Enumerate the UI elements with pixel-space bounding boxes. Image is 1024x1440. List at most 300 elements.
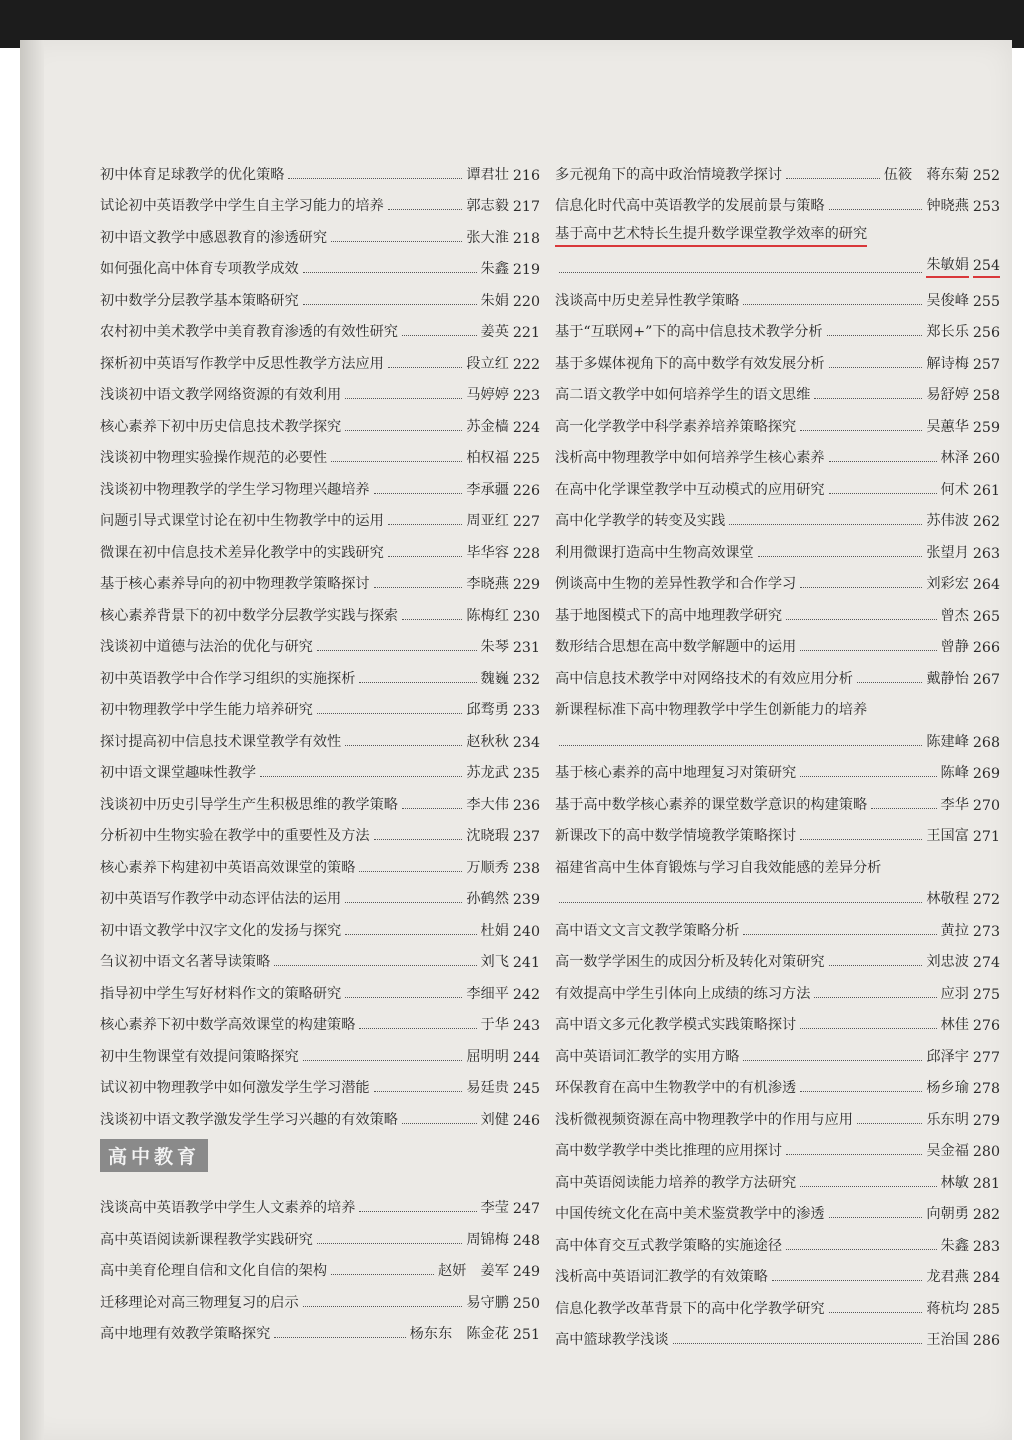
toc-entry — [100, 467, 540, 499]
toc-entry-title: 浅谈初中道德与法治的优化与研究 — [100, 639, 313, 655]
toc-entry-author: 张望月 — [926, 544, 969, 561]
toc-entry-author: 朱娟 — [480, 292, 509, 309]
toc-entry — [555, 436, 1000, 468]
leader-dots — [829, 965, 923, 966]
toc-entry — [100, 908, 540, 940]
toc-entry-author: 刘彩宏 — [926, 576, 969, 592]
leader-dots — [800, 1186, 936, 1187]
toc-entry — [555, 1318, 1000, 1350]
toc-entry-title: 指导初中学生写好材料作文的策略研究 — [100, 985, 342, 1002]
toc-entry — [555, 404, 1000, 436]
leader-dots — [829, 493, 937, 494]
toc-entry-title: 浅谈初中语文教学激发学生学习兴趣的有效策略 — [100, 1111, 398, 1128]
leader-dots — [331, 461, 462, 462]
toc-entry-page: 277 — [972, 1049, 1000, 1066]
toc-entry — [100, 593, 540, 625]
toc-entry-author: 何术 — [940, 481, 969, 498]
toc-entry-page: 274 — [972, 955, 1000, 971]
toc-entry — [100, 1066, 540, 1098]
leader-dots — [559, 272, 922, 273]
leader-dots — [359, 682, 476, 683]
toc-entry-page: 246 — [512, 1112, 540, 1129]
toc-entry — [100, 310, 540, 342]
toc-entry — [555, 215, 1000, 247]
toc-entry-title: 新课改下的高中数学情境教学策略探讨 — [555, 828, 797, 844]
toc-entry-author: 万顺秀 — [466, 859, 509, 876]
toc-entry-author: 吴俊峰 — [926, 292, 969, 309]
toc-entry-page: 279 — [972, 1112, 1000, 1129]
toc-entry — [100, 373, 540, 405]
toc-entry-author: 易舒婷 — [926, 387, 969, 403]
toc-entry-title: 试议初中物理教学中如何激发学生学习潜能 — [100, 1080, 370, 1096]
toc-entry-page: 260 — [972, 451, 1000, 467]
toc-entry-title: 浅析高中英语词汇教学的有效策略 — [555, 1269, 768, 1285]
toc-entry — [100, 184, 540, 216]
toc-entry-title: 初中语文教学中感恩教育的渗透研究 — [100, 229, 328, 246]
toc-entry — [555, 845, 1000, 877]
toc-entry-title: 问题引导式课堂讨论在初中生物教学中的运用 — [100, 513, 384, 529]
toc-entry — [555, 1066, 1000, 1098]
toc-entry-page: 237 — [512, 829, 540, 845]
leader-dots — [402, 619, 462, 620]
toc-entry-author: 伍筱 蒋东菊 — [883, 166, 969, 183]
toc-entry-author: 朱鑫 — [480, 261, 509, 277]
toc-entry-author: 朱敏娟 — [926, 254, 969, 278]
toc-left-column — [100, 152, 540, 1343]
toc-entry — [555, 1129, 1000, 1161]
leader-dots — [800, 776, 936, 777]
toc-entry-page: 267 — [972, 671, 1000, 688]
leader-dots — [260, 776, 462, 777]
toc-entry — [555, 1003, 1000, 1035]
toc-entry-title: 核心素养下构建初中英语高效课堂的策略 — [100, 859, 356, 876]
toc-entry-title: 高中篮球教学浅谈 — [555, 1332, 669, 1348]
toc-entry-author: 张大淮 — [466, 229, 509, 246]
toc-entry-author: 蒋杭均 — [926, 1300, 969, 1317]
toc-entry-author: 李晓燕 — [466, 576, 509, 592]
leader-dots — [729, 524, 922, 525]
leader-dots — [786, 1154, 922, 1155]
toc-entry-page: 241 — [512, 955, 540, 971]
leader-dots — [857, 682, 922, 683]
toc-entry-page: 268 — [972, 734, 1000, 751]
toc-entry-author: 林佳 — [940, 1017, 969, 1033]
toc-entry-author: 赵秋秋 — [466, 733, 509, 750]
toc-entry-title: 初中物理教学中学生能力培养研究 — [100, 702, 313, 718]
toc-entry-author: 曾杰 — [940, 607, 969, 624]
leader-dots — [345, 430, 462, 431]
toc-entry-author: 戴静怡 — [926, 670, 969, 687]
toc-entry-title: 高中化学教学的转变及实践 — [555, 513, 726, 529]
toc-entry-title: 浅谈高中英语教学中学生人文素养的培养 — [100, 1200, 356, 1216]
toc-entry-author: 林敬程 — [926, 891, 969, 907]
leader-dots — [559, 902, 922, 903]
toc-entry-page: 269 — [972, 766, 1000, 782]
toc-entry-page: 216 — [512, 167, 540, 184]
toc-entry-author: 吴蕙华 — [926, 418, 969, 435]
toc-entry-page: 255 — [972, 293, 1000, 310]
toc-entry — [100, 404, 540, 436]
toc-entry-title: 基于“互联网+”下的高中信息技术教学分析 — [555, 324, 823, 340]
toc-entry-title: 基于核心素养的高中地理复习对策研究 — [555, 765, 797, 781]
toc-entry-title: 环保教育在高中生物教学中的有机渗透 — [555, 1080, 797, 1096]
toc-entry-page: 223 — [512, 388, 540, 404]
toc-entry-author: 李大伟 — [466, 796, 509, 813]
toc-entry-author: 刘健 — [480, 1111, 509, 1128]
leader-dots — [317, 650, 477, 651]
leader-dots — [800, 1028, 936, 1029]
toc-entry — [555, 593, 1000, 625]
toc-entry — [555, 373, 1000, 405]
toc-entry-author: 郭志毅 — [466, 198, 509, 214]
toc-entry-title: 分析初中生物实验在教学中的重要性及方法 — [100, 828, 370, 844]
toc-entry-author: 陈建峰 — [926, 733, 969, 750]
toc-entry — [100, 814, 540, 846]
toc-entry-page: 280 — [972, 1144, 1000, 1160]
toc-entry-page: 234 — [512, 734, 540, 751]
toc-entry — [555, 278, 1000, 310]
toc-entry-author: 吴金福 — [926, 1143, 969, 1159]
toc-entry-author: 郑长乐 — [926, 324, 969, 340]
toc-entry-title: 刍议初中语文名著导读策略 — [100, 954, 271, 970]
toc-entry-page: 218 — [512, 230, 540, 247]
toc-entry — [555, 1097, 1000, 1129]
toc-entry — [100, 562, 540, 594]
leader-dots — [345, 745, 462, 746]
leader-dots — [359, 1028, 476, 1029]
toc-entry-title: 利用微课打造高中生物高效课堂 — [555, 544, 754, 561]
toc-entry-title: 基于多媒体视角下的高中数学有效发展分析 — [555, 355, 825, 372]
toc-entry-page: 224 — [512, 419, 540, 436]
toc-entry-page: 230 — [512, 608, 540, 625]
toc-right-column — [555, 152, 1000, 1349]
toc-entry-author: 刘飞 — [480, 954, 509, 970]
toc-entry-page: 221 — [512, 325, 540, 341]
toc-entry-page: 226 — [512, 482, 540, 499]
toc-entry-author: 苏龙武 — [466, 765, 509, 781]
toc-entry — [100, 940, 540, 972]
leader-dots — [303, 272, 477, 273]
leader-dots — [402, 1123, 477, 1124]
toc-entry-page: 242 — [512, 986, 540, 1003]
toc-entry-title: 信息化教学改革背景下的高中化学教学研究 — [555, 1300, 825, 1317]
leader-dots — [345, 398, 462, 399]
toc-entry — [100, 530, 540, 562]
toc-entry-page: 245 — [512, 1081, 540, 1097]
leader-dots — [743, 1060, 922, 1061]
toc-entry-title: 例谈高中生物的差异性教学和合作学习 — [555, 576, 797, 592]
toc-entry — [100, 1249, 540, 1281]
toc-entry-title: 高一数学学困生的成因分析及转化对策研究 — [555, 954, 825, 970]
toc-entry-author: 钟晓燕 — [926, 198, 969, 214]
toc-entry-page: 250 — [512, 1295, 540, 1312]
toc-entry-title: 高一化学教学中科学素养培养策略探究 — [555, 418, 797, 435]
toc-entry-author: 周亚红 — [466, 513, 509, 529]
leader-dots — [331, 241, 462, 242]
toc-entry — [555, 341, 1000, 373]
leader-dots — [857, 1123, 922, 1124]
toc-entry-page: 247 — [512, 1201, 540, 1217]
toc-high-list-continued — [555, 152, 1000, 1349]
toc-entry — [555, 247, 1000, 279]
leader-dots — [374, 587, 463, 588]
toc-entry — [555, 688, 1000, 720]
toc-entry — [555, 530, 1000, 562]
toc-entry-page: 227 — [512, 514, 540, 530]
toc-entry-author: 易廷贵 — [466, 1080, 509, 1096]
toc-entry-page: 257 — [972, 356, 1000, 373]
toc-entry-page: 281 — [972, 1175, 1000, 1192]
leader-dots — [786, 619, 937, 620]
leader-dots — [374, 493, 463, 494]
toc-entry — [100, 877, 540, 909]
leader-dots — [829, 367, 923, 368]
toc-entry-title: 初中英语教学中合作学习组织的实施探析 — [100, 670, 356, 687]
toc-entry-page: 229 — [512, 577, 540, 593]
toc-entry-title: 高中信息技术教学中对网络技术的有效应用分析 — [555, 670, 853, 687]
toc-entry-page: 256 — [972, 325, 1000, 341]
leader-dots — [814, 997, 936, 998]
toc-entry-author: 于华 — [480, 1017, 509, 1033]
toc-entry-title: 高中英语阅读能力培养的教学方法研究 — [555, 1174, 797, 1191]
toc-entry — [100, 656, 540, 688]
toc-entry — [555, 814, 1000, 846]
toc-entry — [555, 1255, 1000, 1287]
leader-dots — [814, 398, 922, 399]
toc-entry — [100, 845, 540, 877]
toc-entry-author: 谭君壮 — [466, 166, 509, 183]
toc-entry-author: 沈晓瑕 — [466, 828, 509, 844]
toc-entry-title: 高中数学教学中类比推理的应用探讨 — [555, 1143, 783, 1159]
toc-entry — [555, 310, 1000, 342]
toc-entry-page: 265 — [972, 608, 1000, 625]
toc-entry — [555, 877, 1000, 909]
toc-entry-title: 高中地理有效教学策略探究 — [100, 1326, 271, 1342]
toc-entry-author: 易守鹏 — [466, 1294, 509, 1311]
toc-entry — [555, 499, 1000, 531]
toc-entry — [555, 184, 1000, 216]
toc-entry — [100, 436, 540, 468]
toc-entry-title: 福建省高中生体育锻炼与学习自我效能感的差异分析 — [555, 859, 882, 876]
toc-entry-page: 240 — [512, 923, 540, 940]
toc-entry — [555, 782, 1000, 814]
leader-dots — [331, 1274, 434, 1275]
leader-dots — [402, 335, 477, 336]
leader-dots — [317, 1243, 463, 1244]
toc-entry-page: 272 — [972, 892, 1000, 908]
toc-entry-author: 龙君燕 — [926, 1269, 969, 1285]
toc-entry-author: 陈峰 — [940, 765, 969, 781]
toc-entry — [100, 1312, 540, 1344]
toc-entry-author: 解诗梅 — [926, 355, 969, 372]
toc-entry-title: 有效提高中学生引体向上成绩的练习方法 — [555, 985, 811, 1002]
leader-dots — [786, 178, 880, 179]
toc-entry-page: 233 — [512, 703, 540, 719]
leader-dots — [829, 461, 937, 462]
toc-entry-page: 275 — [972, 986, 1000, 1003]
leader-dots — [827, 335, 923, 336]
toc-entry-author: 杨东东 陈金花 — [409, 1326, 509, 1342]
toc-entry-author: 毕华容 — [466, 544, 509, 561]
toc-entry-title: 浅谈高中历史差异性教学策略 — [555, 292, 740, 309]
leader-dots — [800, 1091, 922, 1092]
toc-entry-title: 浅谈初中语文教学网络资源的有效利用 — [100, 387, 342, 403]
toc-entry-author: 陈梅红 — [466, 607, 509, 624]
toc-entry-page: 220 — [512, 293, 540, 310]
leader-dots — [871, 808, 936, 809]
toc-entry — [555, 152, 1000, 184]
toc-entry-author: 李细平 — [466, 985, 509, 1002]
toc-entry-page: 259 — [972, 419, 1000, 436]
toc-entry-author: 邱骛勇 — [466, 702, 509, 718]
toc-entry-author: 李莹 — [480, 1200, 509, 1216]
toc-entry-title: 高中英语阅读新课程教学实践研究 — [100, 1231, 313, 1248]
section-header-high-school: 高中教育 — [100, 1139, 208, 1172]
toc-entry-author: 杨乡瑜 — [926, 1080, 969, 1096]
leader-dots — [288, 178, 462, 179]
leader-dots — [800, 839, 922, 840]
leader-dots — [303, 1306, 463, 1307]
toc-entry-title: 探讨提高初中信息技术课堂教学有效性 — [100, 733, 342, 750]
leader-dots — [758, 556, 923, 557]
toc-entry — [100, 1280, 540, 1312]
leader-dots — [303, 304, 477, 305]
toc-entry — [100, 1003, 540, 1035]
toc-entry-page: 236 — [512, 797, 540, 814]
toc-entry-author: 林泽 — [940, 450, 969, 466]
toc-entry-page: 244 — [512, 1049, 540, 1066]
leader-dots — [388, 524, 463, 525]
toc-entry-title: 初中英语写作教学中动态评估法的运用 — [100, 891, 342, 907]
toc-entry — [555, 908, 1000, 940]
toc-entry-title: 初中生物课堂有效提问策略探究 — [100, 1048, 299, 1065]
toc-entry-author: 向朝勇 — [926, 1206, 969, 1222]
toc-entry-author: 柏权福 — [466, 450, 509, 466]
leader-dots — [402, 808, 462, 809]
toc-entry — [555, 1034, 1000, 1066]
leader-dots — [829, 209, 923, 210]
toc-entry-title: 迁移理论对高三物理复习的启示 — [100, 1294, 299, 1311]
toc-entry-author: 段立红 — [466, 355, 509, 372]
toc-entry-page: 283 — [972, 1238, 1000, 1255]
toc-entry-author: 杜娟 — [480, 922, 509, 939]
leader-dots — [374, 839, 463, 840]
toc-entry-title: 基于核心素养导向的初中物理教学策略探讨 — [100, 576, 370, 592]
toc-entry-author: 曾静 — [940, 639, 969, 655]
toc-entry-title: 初中语文课堂趣味性教学 — [100, 765, 257, 781]
toc-entry-page: 253 — [972, 199, 1000, 215]
toc-entry-page: 262 — [972, 514, 1000, 530]
toc-entry-title: 中国传统文化在高中美术鉴赏教学中的渗透 — [555, 1206, 825, 1222]
leader-dots — [345, 902, 462, 903]
toc-entry-page: 271 — [972, 829, 1000, 845]
toc-entry-title: 高中英语词汇教学的实用方略 — [555, 1048, 740, 1065]
leader-dots — [388, 209, 463, 210]
leader-dots — [800, 650, 936, 651]
toc-entry-author: 周锦梅 — [466, 1231, 509, 1248]
toc-entry-page: 261 — [972, 482, 1000, 499]
toc-entry-page: 231 — [512, 640, 540, 656]
toc-entry — [555, 940, 1000, 972]
toc-entry — [555, 1192, 1000, 1224]
toc-entry-author: 邱泽宇 — [926, 1048, 969, 1065]
toc-entry-page: 249 — [512, 1264, 540, 1280]
toc-entry-author: 应羽 — [940, 985, 969, 1002]
toc-entry-title: 如何强化高中体育专项教学成效 — [100, 261, 299, 277]
toc-entry — [100, 1097, 540, 1129]
leader-dots — [388, 556, 463, 557]
toc-junior-list — [100, 152, 540, 1129]
toc-entry — [100, 625, 540, 657]
leader-dots — [829, 1217, 923, 1218]
leader-dots — [274, 965, 476, 966]
toc-entry-title: 新课程标准下高中物理教学中学生创新能力的培养 — [555, 702, 868, 718]
toc-entry — [555, 1286, 1000, 1318]
toc-entry-page: 228 — [512, 545, 540, 562]
toc-entry-page: 266 — [972, 640, 1000, 656]
toc-entry — [100, 688, 540, 720]
leader-dots — [317, 713, 463, 714]
toc-entry-page: 276 — [972, 1018, 1000, 1034]
toc-entry-title: 多元视角下的高中政治情境教学探讨 — [555, 166, 783, 183]
toc-entry-author: 刘忠波 — [926, 954, 969, 970]
leader-dots — [388, 367, 463, 368]
leader-dots — [772, 1280, 923, 1281]
toc-entry-title: 初中语文教学中汉字文化的发扬与探究 — [100, 922, 342, 939]
toc-entry-title: 在高中化学课堂教学中互动模式的应用研究 — [555, 481, 825, 498]
toc-entry-page: 270 — [972, 797, 1000, 814]
toc-entry-title: 高中美育伦理自信和文化自信的架构 — [100, 1263, 328, 1279]
toc-entry-author: 林敏 — [940, 1174, 969, 1191]
leader-dots — [673, 1343, 923, 1344]
toc-entry-page: 264 — [972, 577, 1000, 593]
toc-entry — [100, 1034, 540, 1066]
toc-entry-author: 魏巍 — [480, 670, 509, 687]
toc-entry-author: 王国富 — [926, 828, 969, 844]
toc-entry-author: 王治国 — [926, 1332, 969, 1348]
toc-entry — [100, 782, 540, 814]
toc-entry-page: 239 — [512, 892, 540, 908]
toc-entry — [555, 625, 1000, 657]
leader-dots — [743, 934, 936, 935]
leader-dots — [345, 997, 462, 998]
toc-entry-page: 243 — [512, 1018, 540, 1034]
toc-entry — [100, 215, 540, 247]
toc-high-list — [100, 1186, 540, 1344]
toc-entry — [100, 719, 540, 751]
toc-entry-page: 232 — [512, 671, 540, 688]
leader-dots — [274, 1337, 405, 1338]
toc-entry-title: 浅谈初中物理实验操作规范的必要性 — [100, 450, 328, 466]
toc-entry-title: 浅析高中物理教学中如何培养学生核心素养 — [555, 450, 825, 466]
toc-entry — [100, 499, 540, 531]
toc-entry — [100, 751, 540, 783]
toc-entry-page: 286 — [972, 1333, 1000, 1349]
toc-entry-author: 屈明明 — [466, 1048, 509, 1065]
toc-entry-author: 赵妍 姜军 — [437, 1263, 509, 1279]
toc-entry-page: 273 — [972, 923, 1000, 940]
toc-entry-title: 信息化时代高中英语教学的发展前景与策略 — [555, 198, 825, 214]
toc-entry-author: 乐东明 — [926, 1111, 969, 1128]
toc-entry-page: 282 — [972, 1207, 1000, 1223]
toc-entry — [100, 152, 540, 184]
toc-entry — [555, 467, 1000, 499]
leader-dots — [800, 430, 922, 431]
leader-dots — [345, 934, 476, 935]
toc-entry — [100, 1186, 540, 1218]
toc-entry-author: 黄拉 — [940, 922, 969, 939]
toc-entry-page: 238 — [512, 860, 540, 877]
